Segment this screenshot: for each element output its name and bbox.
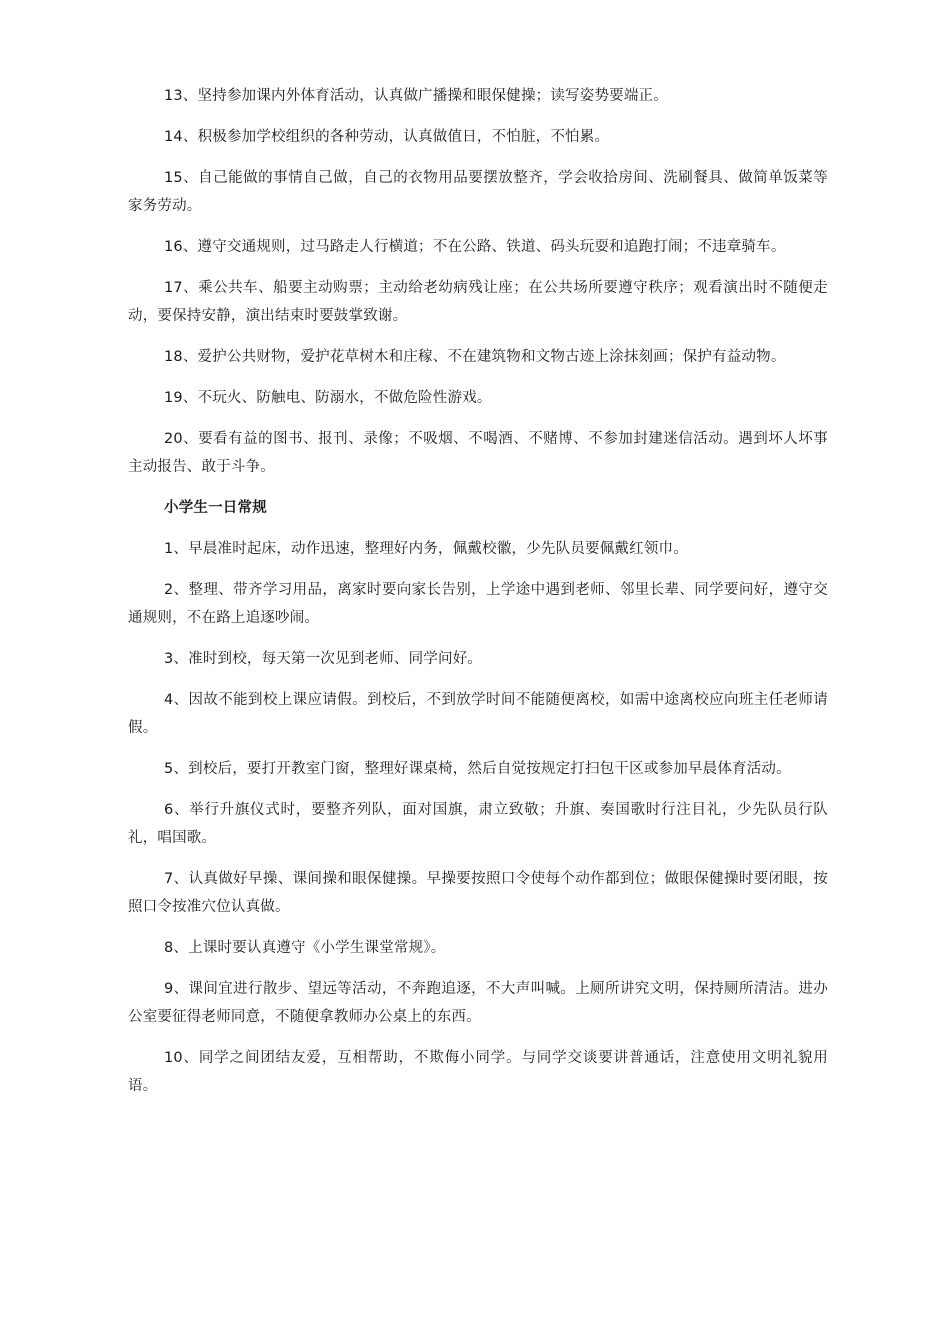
routine-item-8: 8、上课时要认真遵守《小学生课堂常规》。: [164, 940, 446, 956]
routine-item-1: 1、早晨准时起床，动作迅速，整理好内务，佩戴校徽，少先队员要佩戴红领巾。: [164, 541, 688, 557]
routine-item-4: 4、因故不能到校上课应请假。到校后，不到放学时间不能随便离校，如需中途离校应向班主任老师请假。: [128, 692, 828, 736]
routine-item-5: 5、到校后，要打开教室门窗，整理好课桌椅，然后自觉按规定打扫包干区或参加早晨体育活动。: [164, 761, 791, 777]
routine-item-2: 2、整理、带齐学习用品，离家时要向家长告别，上学途中遇到老师、邻里长辈、同学要问好，遵守交通规则，不在路上追逐吵闹。: [128, 582, 828, 626]
routine-item-3: 3、准时到校，每天第一次见到老师、同学问好。: [164, 651, 483, 667]
rule-item-18: 18、爱护公共财物，爱护花草树木和庄稼、不在建筑物和文物古迹上涂抹刻画；保护有益动物。: [164, 349, 786, 365]
section-heading-daily-routine: 小学生一日常规: [164, 500, 267, 516]
routine-item-9: 9、课间宜进行散步、望远等活动，不奔跑追逐，不大声叫喊。上厕所讲究文明，保持厕所清洁。进办公室要征得老师同意，不随便拿教师办公桌上的东西。: [128, 981, 828, 1025]
rule-item-17: 17、乘公共车、船要主动购票；主动给老幼病残让座；在公共场所要遵守秩序；观看演出时不随便走动，要保持安静，演出结束时要鼓掌致谢。: [128, 280, 828, 324]
rule-item-19: 19、不玩火、防触电、防溺水，不做危险性游戏。: [164, 390, 492, 406]
rule-item-13: 13、坚持参加课内外体育活动，认真做广播操和眼保健操；读写姿势要端正。: [164, 88, 668, 104]
document-body: [128, 82, 828, 1113]
routine-item-10: 10、同学之间团结友爱，互相帮助，不欺侮小同学。与同学交谈要讲普通话，注意使用文明礼貌用语。: [128, 1050, 828, 1094]
rule-item-14: 14、积极参加学校组织的各种劳动，认真做值日，不怕脏，不怕累。: [164, 129, 610, 145]
routine-item-6: 6、举行升旗仪式时，要整齐列队，面对国旗，肃立致敬；升旗、奏国歌时行注目礼，少先队员行队礼，唱国歌。: [128, 802, 828, 846]
rule-item-20: 20、要看有益的图书、报刊、录像；不吸烟、不喝酒、不赌博、不参加封建迷信活动。遇到坏人坏事主动报告、敢于斗争。: [128, 431, 828, 475]
rule-item-16: 16、遵守交通规则，过马路走人行横道；不在公路、铁道、码头玩耍和追跑打闹；不违章骑车。: [164, 239, 786, 255]
rule-item-15: 15、自己能做的事情自己做，自己的衣物用品要摆放整齐，学会收拾房间、洗刷餐具、做简单饭菜等家务劳动。: [128, 170, 828, 214]
routine-item-7: 7、认真做好早操、课间操和眼保健操。早操要按照口令使每个动作都到位；做眼保健操时要闭眼，按照口令按准穴位认真做。: [128, 871, 828, 915]
